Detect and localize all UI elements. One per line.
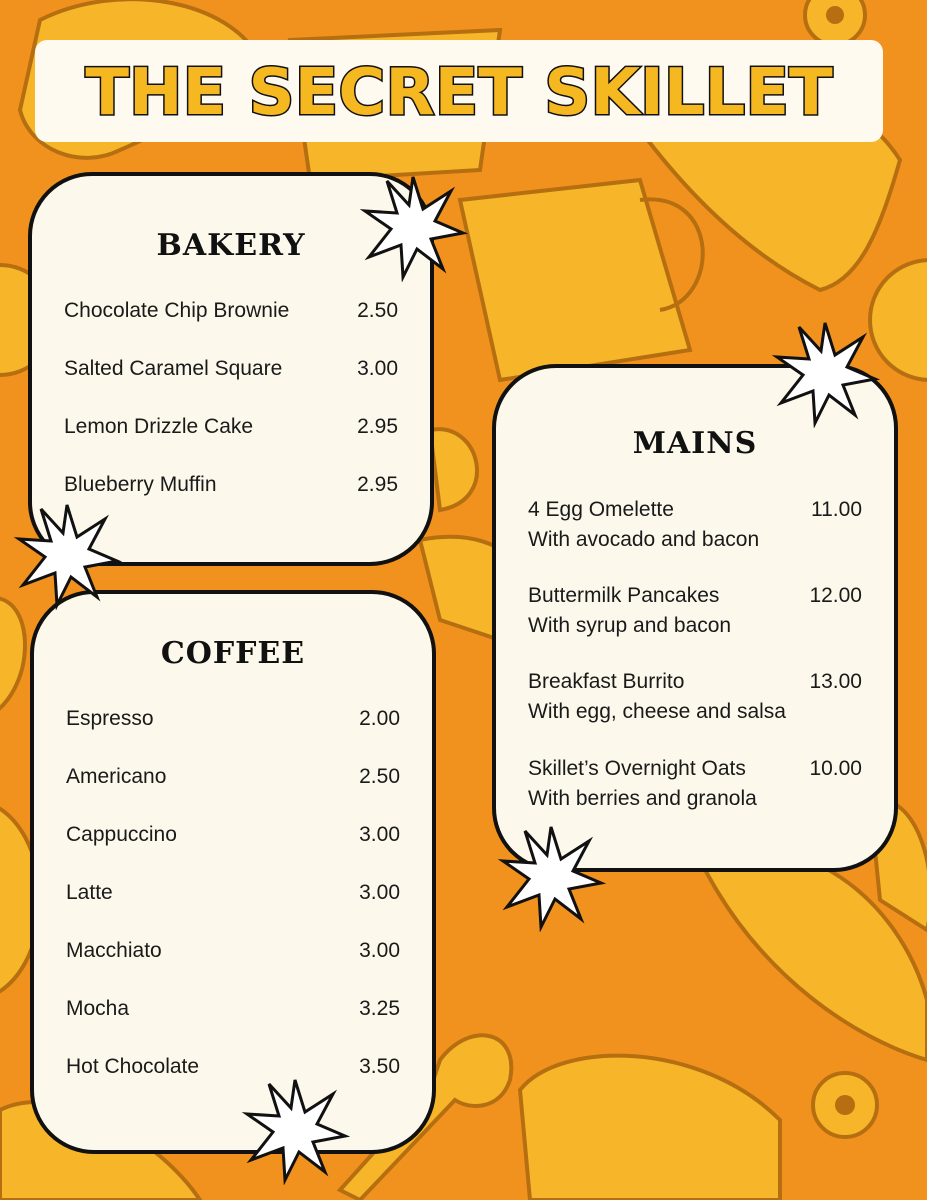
item-price: 2.50 (357, 299, 398, 322)
starburst-icon (496, 822, 606, 932)
title-banner (35, 40, 883, 142)
item-price: 12.00 (809, 584, 862, 607)
item-price: 3.00 (359, 939, 400, 962)
starburst-icon (12, 500, 122, 610)
item-name: Macchiato (66, 939, 162, 962)
menu-item (66, 762, 400, 792)
menu-item (528, 667, 862, 727)
item-price: 3.00 (357, 357, 398, 380)
item-price: 2.00 (359, 707, 400, 730)
menu-item (64, 470, 398, 500)
menu-title (49, 46, 869, 136)
menu-item (64, 296, 398, 326)
item-name: Breakfast Burrito (528, 670, 685, 693)
bakery-heading: BAKERY (156, 228, 306, 263)
menu-item (66, 820, 400, 850)
menu-item (66, 994, 400, 1024)
menu-item (528, 495, 862, 555)
coffee-heading: COFFEE (160, 636, 306, 671)
item-price: 2.95 (357, 415, 398, 438)
item-name: Espresso (66, 707, 154, 730)
item-price: 3.00 (359, 881, 400, 904)
item-description: With syrup and bacon (528, 614, 732, 637)
item-price: 2.95 (357, 473, 398, 496)
item-name: Salted Caramel Square (64, 357, 283, 380)
item-name: Lemon Drizzle Cake (64, 415, 254, 438)
menu-item (64, 354, 398, 384)
item-name: Chocolate Chip Brownie (64, 299, 290, 322)
menu-item (528, 754, 862, 814)
menu-item (66, 878, 400, 908)
cookie-center-shape (826, 6, 844, 24)
item-price: 3.25 (359, 997, 400, 1020)
item-name: 4 Egg Omelette (528, 498, 674, 521)
item-name: Americano (66, 765, 167, 788)
item-name: Latte (66, 881, 113, 904)
item-price: 3.50 (359, 1055, 400, 1078)
item-description: With avocado and bacon (528, 528, 760, 551)
item-name: Buttermilk Pancakes (528, 584, 720, 607)
menu-item (64, 412, 398, 442)
menu-item (66, 704, 400, 734)
menu-item (66, 936, 400, 966)
item-price: 10.00 (809, 757, 862, 780)
cookie-center-shape (835, 1095, 855, 1115)
menu-item (528, 581, 862, 641)
menu-title-text: THE SECRET SKILLET (85, 56, 833, 130)
item-description: With berries and granola (528, 787, 757, 810)
item-price: 13.00 (809, 670, 862, 693)
coffee-card (30, 590, 436, 1154)
item-name: Mocha (66, 997, 130, 1020)
item-price: 11.00 (811, 498, 862, 521)
item-name: Hot Chocolate (66, 1055, 200, 1078)
starburst-icon (358, 172, 468, 282)
item-price: 3.00 (359, 823, 400, 846)
starburst-icon (770, 318, 880, 428)
item-name: Skillet’s Overnight Oats (528, 757, 746, 780)
item-name: Cappuccino (66, 823, 177, 846)
mains-card (492, 364, 898, 872)
item-description: With egg, cheese and salsa (528, 700, 786, 723)
starburst-icon (240, 1075, 350, 1185)
item-name: Blueberry Muffin (64, 473, 217, 496)
item-price: 2.50 (359, 765, 400, 788)
mains-heading: MAINS (632, 426, 758, 461)
